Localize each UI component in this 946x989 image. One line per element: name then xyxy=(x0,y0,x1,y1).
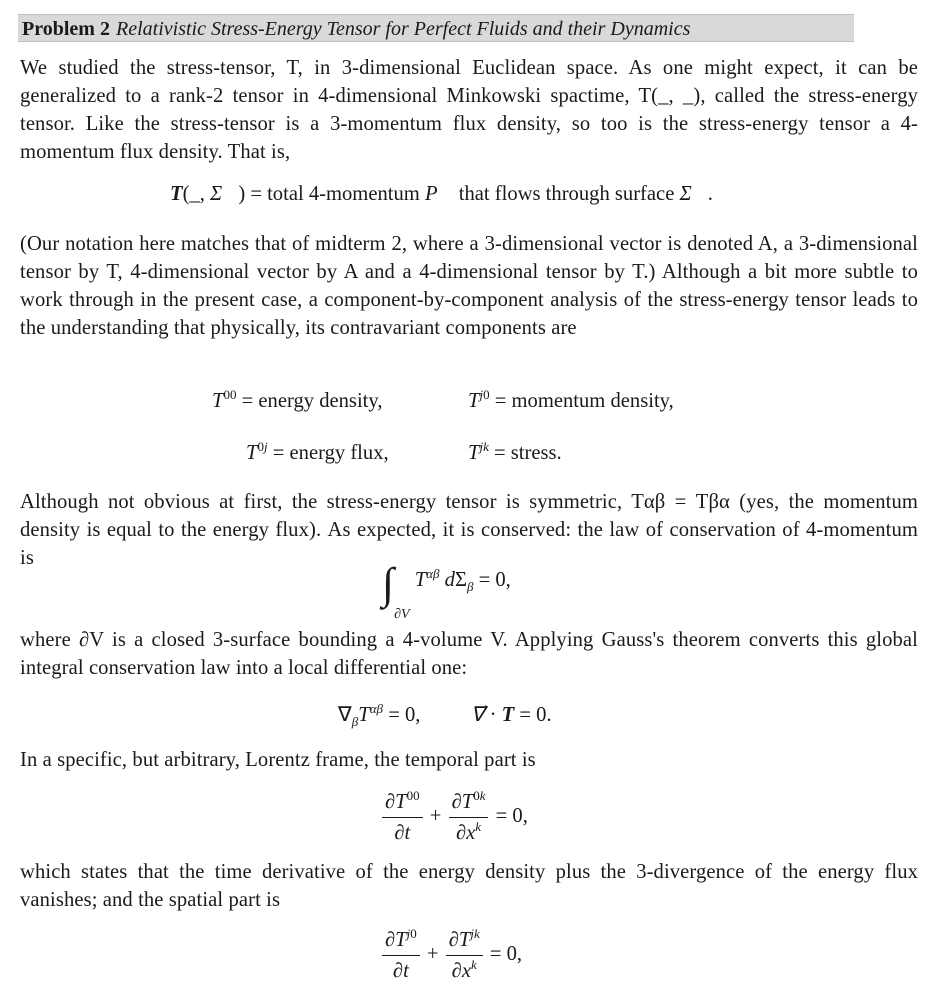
paragraph-notation: (Our notation here matches that of midterm 2, where a 3-dimensional vector is denoted A, a 3-dimensional tensor by T, 4-dimensional vector by A and a 4-dimensional tensor by T.) Although a bit more subtle to work through in the present case, a component-by-component analysis of the stress-energy tensor leads to the understanding that physically, its contravariant components are xyxy=(20,233,918,339)
equation-spatial: $\frac{\partial T^{j0}}{\partial t}$ + $\frac{\partial T^{jk}}{\partial x^k}$ = 0, xyxy=(380,928,522,983)
equation-temporal: $\frac{\partial T^{00}}{\partial t}$ + $\frac{\partial T^{0k}}{\partial x^k}$ = 0, xyxy=(380,790,528,845)
problem-title: Relativistic Stress-Energy Tensor for Perfect Fluids and their Dynamics xyxy=(116,18,691,40)
problem-label: Problem 2 xyxy=(22,18,110,40)
tjk-meaning: stress. xyxy=(510,442,562,464)
paragraph-temporal: In a specific, but arbitrary, Lorentz frame, the temporal part is xyxy=(20,749,536,771)
equation-flux: T(_, Σ⃗) = total 4-momentum P⃗ that flows through surface Σ⃗. xyxy=(170,183,713,205)
equation-tjk: $T^{jk}$ = stress. xyxy=(468,439,562,464)
equation-integral: $\int_{\partial V}$ $T^{\alpha\beta}$ $d\Sigma_\beta = 0$, xyxy=(382,559,511,622)
equation-tj0: $T^{j0}$ = momentum density, xyxy=(468,387,674,412)
t0j-meaning: energy flux, xyxy=(289,442,389,464)
t00-meaning: energy density, xyxy=(258,390,383,412)
equation-divergence: $\nabla_\beta T^{\alpha\beta} = 0$, ∇⃗ · T = 0. xyxy=(338,701,552,730)
paragraph-spatial: which states that the time derivative of the energy density plus the 3-divergence of the energy flux vanishes; and the spatial part is xyxy=(20,861,918,911)
flux-text-2: that flows through surface xyxy=(458,183,675,205)
paragraph-gauss: where ∂V is a closed 3-surface bounding a 4-volume V. Applying Gauss's theorem converts this global integral conservation law into a local differential one: xyxy=(20,629,918,679)
equation-t0j: $T^{0j}$ = energy flux, xyxy=(246,439,389,464)
tj0-meaning: momentum density, xyxy=(511,390,674,412)
problem-header xyxy=(18,14,854,42)
flux-text: = total 4-momentum xyxy=(250,183,420,205)
equation-t00: $T^{00}$ = energy density, xyxy=(212,387,383,412)
paragraph-intro: We studied the stress-tensor, T, in 3-dimensional Euclidean space. As one might expect, it can be generalized to a rank-2 tensor in 4-dimensional Minkowski spactime, T(_, _), called the stress-energy tensor. Like the stress-tensor is a 3-momentum flux density, so too is the stress-energy tensor a 4-momentum flux density. That is, xyxy=(20,57,918,163)
paragraph-symmetry: Although not obvious at first, the stress-energy tensor is symmetric, Tαβ = Tβα (yes, the momentum density is equal to the energy flux). As expected, it is conserved: the law of conservation of 4-momentum is xyxy=(20,491,918,569)
